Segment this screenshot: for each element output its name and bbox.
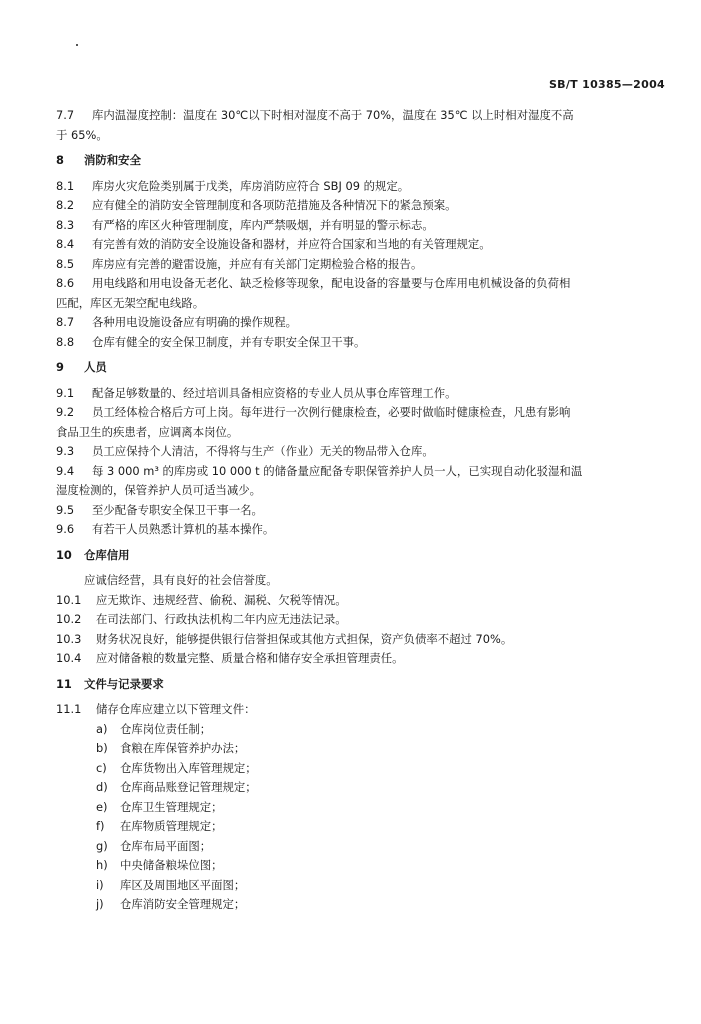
- list-item-i: [56, 876, 656, 896]
- clause-number: 9.3: [56, 444, 75, 458]
- clause-text: 应有健全的消防安全管理制度和各项防范措施及各种情况下的紧急预案。: [92, 198, 457, 212]
- list-item-c: [56, 759, 656, 779]
- list-text: 仓库商品账登记管理规定；: [120, 780, 257, 794]
- clause-text: 在司法部门、行政执法机构二年内应无违法记录。: [96, 612, 347, 626]
- list-text: 仓库布局平面图；: [120, 838, 212, 853]
- list-item-d: [56, 778, 656, 798]
- list-item-b: [56, 739, 656, 759]
- clause-7-7: [56, 106, 656, 126]
- clause-8-6-continued: [56, 294, 656, 314]
- section-title: 人员: [84, 360, 107, 374]
- list-letter: d): [96, 780, 108, 794]
- clause-text: 应无欺诈、违规经营、偷税、漏税、欠税等情况。: [96, 592, 347, 607]
- section-9-heading: [56, 358, 656, 378]
- section-title: 文件与记录要求: [84, 676, 164, 691]
- section-number: 8: [56, 153, 64, 167]
- list-item-f: [56, 817, 656, 837]
- clause-number: 9.6: [56, 522, 75, 536]
- clause-text-continued: 食品卫生的疾患者，应调离本岗位。: [56, 424, 239, 439]
- clause-number: 10.2: [56, 612, 82, 626]
- clause-text: 用电线路和用电设备无老化、缺乏检修等现象，配电设备的容量要与仓库用电机械设备的负荷相: [92, 276, 571, 290]
- clause-8-6: [56, 274, 656, 294]
- standard-code: SB/T 10385—2004: [548, 78, 665, 91]
- clause-8-2: [56, 196, 656, 216]
- clause-8-4: [56, 235, 656, 255]
- clause-text: 各种用电设施设备应有明确的操作规程。: [92, 315, 298, 329]
- document-body: [56, 106, 656, 915]
- list-letter: a): [96, 721, 108, 736]
- clause-9-2-continued: [56, 423, 656, 443]
- clause-text: 配备足够数量的、经过培训具备相应资格的专业人员从事仓库管理工作。: [92, 385, 457, 400]
- clause-8-3: [56, 216, 656, 236]
- clause-number: 9.1: [56, 385, 75, 400]
- clause-number: 10.3: [56, 631, 82, 646]
- clause-number: 8.8: [56, 334, 75, 349]
- list-text: 仓库消防安全管理规定；: [120, 897, 246, 911]
- clause-text: 库内温湿度控制：温度在 30℃以下时相对湿度不高于 70%，温度在 35℃ 以上时相对湿度不高: [92, 108, 574, 122]
- clause-text: 储存仓库应建立以下管理文件：: [96, 702, 256, 716]
- list-text: 库区及周围地区平面图；: [120, 877, 246, 892]
- list-letter: e): [96, 799, 108, 814]
- clause-text: 有完善有效的消防安全设施设备和器材，并应符合国家和当地的有关管理规定。: [92, 237, 491, 251]
- list-text: 在库物质管理规定；: [120, 819, 223, 833]
- clause-text: 有严格的库区火种管理制度，库内严禁吸烟，并有明显的警示标志。: [92, 217, 434, 232]
- list-text: 仓库卫生管理规定；: [120, 799, 223, 814]
- list-letter: g): [96, 838, 108, 853]
- list-item-h: [56, 856, 656, 876]
- clause-8-1: [56, 177, 656, 197]
- section-title: 仓库信用: [84, 547, 130, 562]
- clause-9-2: [56, 403, 656, 423]
- clause-number: 8.4: [56, 237, 75, 251]
- clause-number: 8.7: [56, 315, 75, 329]
- clause-number: 9.5: [56, 502, 75, 517]
- section-8-heading: [56, 151, 656, 171]
- section-number: 9: [56, 360, 64, 374]
- clause-text: 应对储备粮的数量完整、质量合格和储存安全承担管理责任。: [96, 651, 404, 665]
- clause-7-7-continued: [56, 126, 656, 146]
- clause-number: 7.7: [56, 108, 75, 122]
- clause-9-6: [56, 520, 656, 540]
- list-text: 食粮在库保管养护办法；: [120, 741, 246, 755]
- clause-11-1: [56, 700, 656, 720]
- clause-9-1: [56, 384, 656, 404]
- clause-9-5: [56, 501, 656, 521]
- clause-10-4: [56, 649, 656, 669]
- clause-text: 仓库有健全的安全保卫制度，并有专职安全保卫干事。: [92, 334, 366, 349]
- list-text: 仓库货物出入库管理规定；: [120, 760, 257, 775]
- list-letter: b): [96, 741, 108, 755]
- section-number: 10: [56, 547, 72, 562]
- clause-9-4: [56, 462, 656, 482]
- list-letter: h): [96, 858, 108, 872]
- clause-text: 财务状况良好，能够提供银行信誉担保或其他方式担保，资产负债率不超过 70%。: [96, 631, 513, 646]
- list-text: 仓库岗位责任制；: [120, 721, 212, 736]
- clause-text: 库房火灾危险类别属于戊类，库房消防应符合 SBJ 09 的规定。: [92, 178, 410, 193]
- clause-text-continued: 于 65%。: [56, 127, 108, 142]
- list-item-a: [56, 720, 656, 740]
- clause-number: 10.1: [56, 592, 82, 607]
- clause-text: 有若干人员熟悉计算机的基本操作。: [92, 522, 275, 536]
- clause-text: 员工应保持个人清洁，不得将与生产（作业）无关的物品带入仓库。: [92, 444, 434, 458]
- clause-number: 9.4: [56, 463, 75, 478]
- clause-number: 11.1: [56, 702, 82, 716]
- clause-10-1: [56, 591, 656, 611]
- section-10-heading: [56, 546, 656, 566]
- list-item-j: [56, 895, 656, 915]
- clause-text: 至少配备专职安全保卫干事一名。: [92, 502, 263, 517]
- clause-number: 8.6: [56, 276, 75, 290]
- scan-speck: [76, 44, 78, 46]
- section-number: 11: [56, 676, 72, 691]
- list-text: 中央储备粮垛位图；: [120, 858, 223, 872]
- clause-10-3: [56, 630, 656, 650]
- clause-text: 每 3 000 m³ 的库房或 10 000 t 的储备量应配备专职保管养护人员一人，已实现自动化驳湿和温: [92, 463, 583, 478]
- section-title: 消防和安全: [84, 153, 141, 167]
- clause-number: 8.5: [56, 256, 75, 271]
- clause-8-7: [56, 313, 656, 333]
- clause-number: 8.2: [56, 198, 75, 212]
- clause-8-8: [56, 333, 656, 353]
- clause-10-2: [56, 610, 656, 630]
- clause-text-continued: 湿度检测的，保管养护人员可适当减少。: [56, 483, 262, 497]
- list-letter: f): [96, 819, 105, 833]
- clause-number: 8.3: [56, 217, 75, 232]
- list-item-g: [56, 837, 656, 857]
- clause-number: 10.4: [56, 651, 82, 665]
- clause-number: 9.2: [56, 405, 75, 419]
- list-item-e: [56, 798, 656, 818]
- section-11-heading: [56, 675, 656, 695]
- clause-9-4-continued: [56, 481, 656, 501]
- list-letter: j): [96, 897, 104, 911]
- clause-text-continued: 匹配，库区无架空配电线路。: [56, 295, 205, 310]
- section-10-intro: 应诚信经营，具有良好的社会信誉度。: [84, 573, 278, 587]
- clause-number: 8.1: [56, 178, 75, 193]
- clause-9-3: [56, 442, 656, 462]
- clause-text: 库房应有完善的避雷设施，并应有有关部门定期检验合格的报告。: [92, 256, 423, 271]
- clause-text: 员工经体检合格后方可上岗。每年进行一次例行健康检查，必要时做临时健康检查，凡患有影响: [92, 405, 571, 419]
- list-letter: c): [96, 760, 107, 775]
- clause-8-5: [56, 255, 656, 275]
- list-letter: i): [96, 877, 104, 892]
